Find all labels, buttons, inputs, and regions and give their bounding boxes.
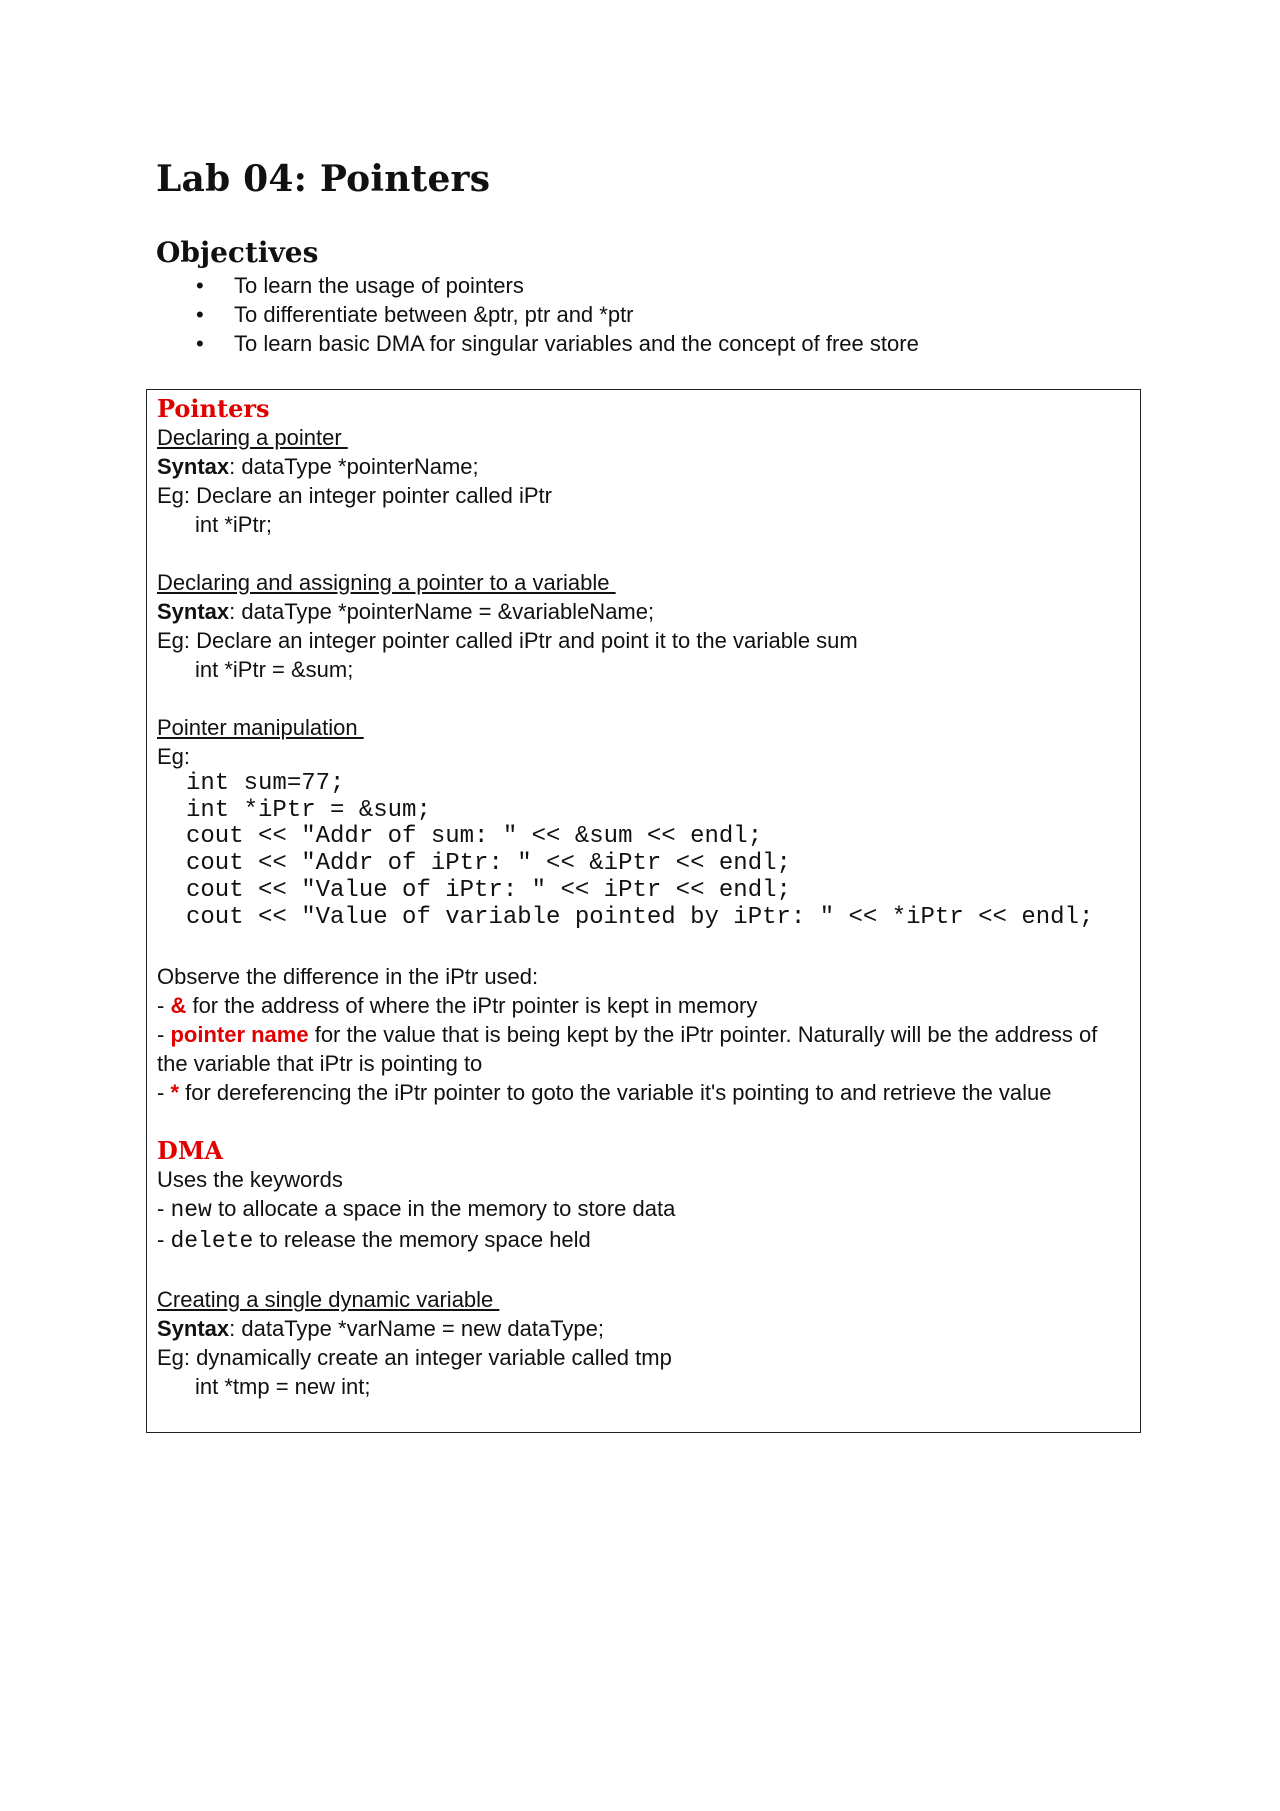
observe-name bbox=[157, 1020, 1127, 1078]
dma-new bbox=[157, 1194, 1140, 1225]
assigning-syntax bbox=[157, 597, 1140, 626]
amp-text: for the address of where the iPtr pointer is kept in memory bbox=[186, 993, 758, 1019]
objective-item bbox=[156, 329, 919, 358]
observe-amp bbox=[157, 991, 1140, 1020]
assigning-subheading: Declaring and assigning a pointer to a variable bbox=[157, 570, 616, 595]
syntax-label: Syntax bbox=[157, 1316, 230, 1342]
dash: - bbox=[157, 1080, 171, 1106]
manipulation-subheading: Pointer manipulation bbox=[157, 715, 364, 740]
pointer-name-symbol: pointer name bbox=[170, 1022, 309, 1048]
dma-intro: Uses the keywords bbox=[157, 1167, 343, 1193]
spacer bbox=[157, 539, 1140, 568]
objective-item bbox=[156, 300, 919, 329]
manipulation-eg: Eg: bbox=[157, 744, 191, 769]
code-line: cout << "Addr of iPtr: " << &iPtr << endl; bbox=[186, 850, 791, 878]
dma-delete bbox=[157, 1225, 1140, 1256]
spacer bbox=[157, 684, 1140, 713]
syntax-text: : dataType *varName = new dataType; bbox=[229, 1316, 604, 1342]
delete-keyword: delete bbox=[170, 1228, 254, 1255]
observe-star bbox=[157, 1078, 1140, 1107]
spacer bbox=[157, 1107, 1140, 1136]
code-line: cout << "Value of iPtr: " << iPtr << endl; bbox=[186, 876, 791, 904]
objective-text: To learn the usage of pointers bbox=[234, 273, 524, 298]
objectives-list bbox=[156, 271, 919, 358]
bullet-icon: • bbox=[196, 331, 204, 356]
pointers-heading: Pointers bbox=[157, 394, 270, 423]
page-title: Lab 04: Pointers bbox=[156, 158, 491, 200]
bullet-icon: • bbox=[196, 302, 204, 327]
new-keyword: new bbox=[170, 1197, 212, 1224]
syntax-text: : dataType *pointerName = &variableName; bbox=[229, 599, 655, 624]
dash: - bbox=[157, 1022, 171, 1048]
declaring-subheading: Declaring a pointer bbox=[157, 425, 348, 450]
syntax-text: : dataType *pointerName; bbox=[229, 454, 479, 479]
declaring-code: int *iPtr; bbox=[195, 512, 273, 537]
objective-text: To differentiate between &ptr, ptr and *ptr bbox=[234, 302, 634, 327]
delete-text: to release the memory space held bbox=[253, 1227, 591, 1253]
objective-text: To learn basic DMA for singular variables and the concept of free store bbox=[234, 331, 919, 356]
code-line: int *iPtr = &sum; bbox=[186, 796, 431, 824]
creating-eg: Eg: dynamically create an integer variable called tmp bbox=[157, 1345, 672, 1371]
code-line: cout << "Addr of sum: " << &sum << endl; bbox=[186, 823, 763, 851]
dma-heading: DMA bbox=[157, 1136, 223, 1166]
objectives-heading: Objectives bbox=[156, 236, 319, 269]
content-box bbox=[146, 389, 1141, 1433]
creating-syntax bbox=[157, 1314, 1140, 1343]
code-line: int sum=77; bbox=[186, 770, 345, 797]
code-line: cout << "Value of variable pointed by iPtr: " << *iPtr << endl; bbox=[186, 903, 1094, 931]
declaring-eg: Eg: Declare an integer pointer called iPtr bbox=[157, 483, 552, 508]
spacer bbox=[157, 931, 1140, 962]
spacer bbox=[157, 1256, 1140, 1285]
creating-code: int *tmp = new int; bbox=[195, 1374, 371, 1400]
syntax-label: Syntax bbox=[157, 454, 230, 479]
assigning-code: int *iPtr = &sum; bbox=[195, 657, 354, 682]
code-block bbox=[157, 771, 1140, 931]
declaring-syntax bbox=[157, 452, 1140, 481]
new-text: to allocate a space in the memory to store data bbox=[211, 1196, 676, 1222]
bullet-icon: • bbox=[196, 273, 204, 298]
dash: - bbox=[157, 993, 171, 1019]
observe-intro: Observe the difference in the iPtr used: bbox=[157, 964, 539, 990]
star-symbol: * bbox=[170, 1080, 180, 1106]
pointer-name-text: for the value that is being kept by the iPtr pointer. Naturally will be the address of the variable that iPtr is pointing to bbox=[157, 1022, 1098, 1077]
assigning-eg: Eg: Declare an integer pointer called iPtr and point it to the variable sum bbox=[157, 628, 858, 653]
dash: - bbox=[157, 1227, 171, 1253]
star-text: for dereferencing the iPtr pointer to goto the variable it's pointing to and retrieve the value bbox=[179, 1080, 1052, 1106]
objective-item bbox=[156, 271, 919, 300]
dash: - bbox=[157, 1196, 171, 1222]
creating-subheading: Creating a single dynamic variable bbox=[157, 1287, 500, 1313]
syntax-label: Syntax bbox=[157, 599, 230, 624]
amp-symbol: & bbox=[170, 993, 187, 1019]
